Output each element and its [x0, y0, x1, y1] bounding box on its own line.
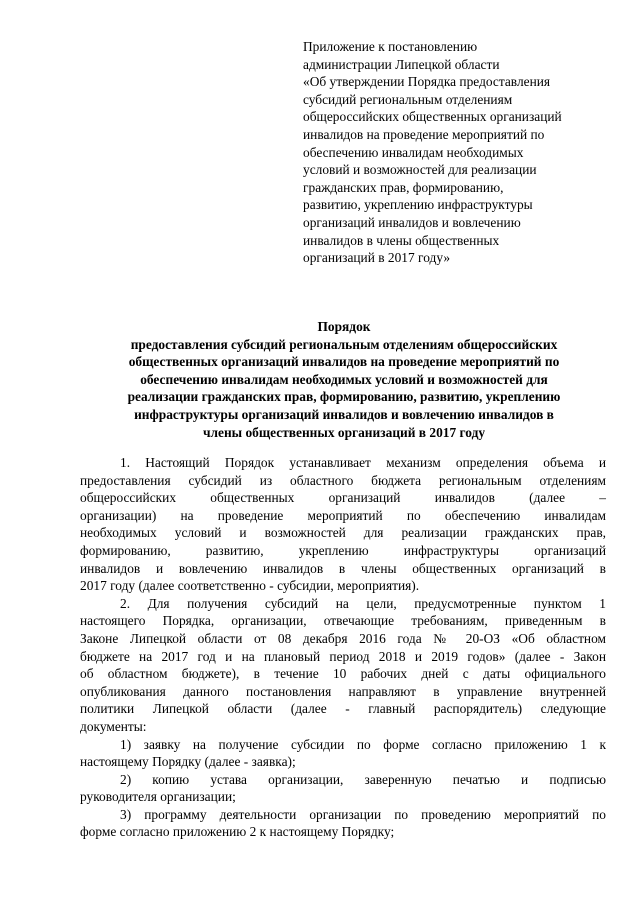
paragraph-line: инвалидов и вовлечению инвалидов в члены общественных организаций в [80, 560, 606, 576]
paragraph-line: формированию, развитию, укреплению инфраструктуры организаций [80, 542, 606, 558]
paragraph-line: Законе Липецкой области от 08 декабря 2016 года № 20-ОЗ «Об областном [80, 630, 606, 646]
appendix-line: гражданских прав, формированию, [303, 179, 504, 195]
list-item-1 [80, 736, 606, 771]
title-line: обеспечению инвалидам необходимых условий и возможностей для [140, 371, 548, 387]
title-line: инфраструктуры организаций инвалидов и вовлечению инвалидов в [134, 406, 554, 422]
paragraph-line: руководителя организации; [80, 789, 236, 805]
paragraph-line: общероссийских общественных организаций инвалидов (далее – [80, 490, 606, 506]
appendix-line: Приложение к постановлению [303, 39, 478, 54]
paragraph-2 [80, 595, 606, 736]
document-body [80, 454, 606, 841]
appendix-line: условий и возможностей для реализации [303, 162, 537, 178]
appendix-line: организаций в 2017 году» [303, 250, 451, 266]
paragraph-line: предоставления субсидий из областного бюджета региональным отделениям [80, 472, 606, 488]
title-heading: Порядок [317, 319, 371, 334]
paragraph-line: необходимых условий и возможностей для реализации гражданских прав, [80, 525, 606, 541]
title-line: члены общественных организаций в 2017 году [202, 424, 486, 440]
appendix-line: инвалидов в члены общественных [303, 232, 500, 248]
list-item-2 [80, 771, 606, 806]
paragraph-line: 2017 году (далее соответственно - субсидии, мероприятия). [80, 578, 420, 594]
appendix-line: организаций инвалидов и вовлечению [303, 214, 521, 230]
appendix-line: обеспечению инвалидам необходимых [303, 144, 524, 160]
paragraph-line: 1. Настоящий Порядок устанавливает механизм определения объема и [120, 455, 606, 470]
paragraph-line: об областном бюджете), в течение 10 рабочих дней с даты официального [80, 666, 606, 682]
appendix-line: развитию, укреплению инфраструктуры [303, 197, 533, 213]
paragraph-line: документы: [80, 718, 147, 734]
appendix-note [303, 38, 603, 267]
appendix-line: «Об утверждении Порядка предоставления [303, 74, 551, 90]
document-title [80, 318, 608, 441]
paragraph-line: опубликования данного постановления направляют в управление внутренней [80, 683, 606, 699]
paragraph-line: бюджете на 2017 год и на плановый период 2018 и 2019 годов» (далее - Закон [80, 648, 606, 664]
paragraph-line: настоящему Порядку (далее - заявка); [80, 754, 296, 770]
title-line: реализации гражданских прав, формированию, развитию, укреплению [127, 389, 561, 405]
title-line: общественных организаций инвалидов на проведение мероприятий по [128, 354, 560, 370]
list-item-3 [80, 806, 606, 841]
paragraph-1 [80, 454, 606, 595]
paragraph-line: 2) копию устава организации, заверенную печатью и подписью [120, 771, 606, 787]
appendix-line: общероссийских общественных организаций [303, 109, 562, 125]
paragraph-line: 1) заявку на получение субсидии по форме согласно приложению 1 к [120, 736, 606, 752]
title-line: предоставления субсидий региональным отделениям общероссийских [130, 336, 558, 352]
paragraph-line: настоящего Порядка, организации, отвечающие требованиям, приведенным в [80, 613, 606, 629]
paragraph-line: форме согласно приложению 2 к настоящему Порядку; [80, 824, 395, 840]
paragraph-line: 3) программу деятельности организации по проведению мероприятий по [120, 806, 606, 822]
appendix-line: инвалидов на проведение мероприятий по [303, 126, 545, 142]
paragraph-line: 2. Для получения субсидий на цели, предусмотренные пунктом 1 [120, 595, 606, 611]
appendix-line: субсидий региональным отделениям [303, 91, 513, 107]
paragraph-line: политики Липецкой области (далее - главный распорядитель) следующие [80, 701, 606, 717]
appendix-line: администрации Липецкой области [303, 56, 500, 72]
paragraph-line: организации) на проведение мероприятий по обеспечению инвалидам [80, 507, 606, 523]
